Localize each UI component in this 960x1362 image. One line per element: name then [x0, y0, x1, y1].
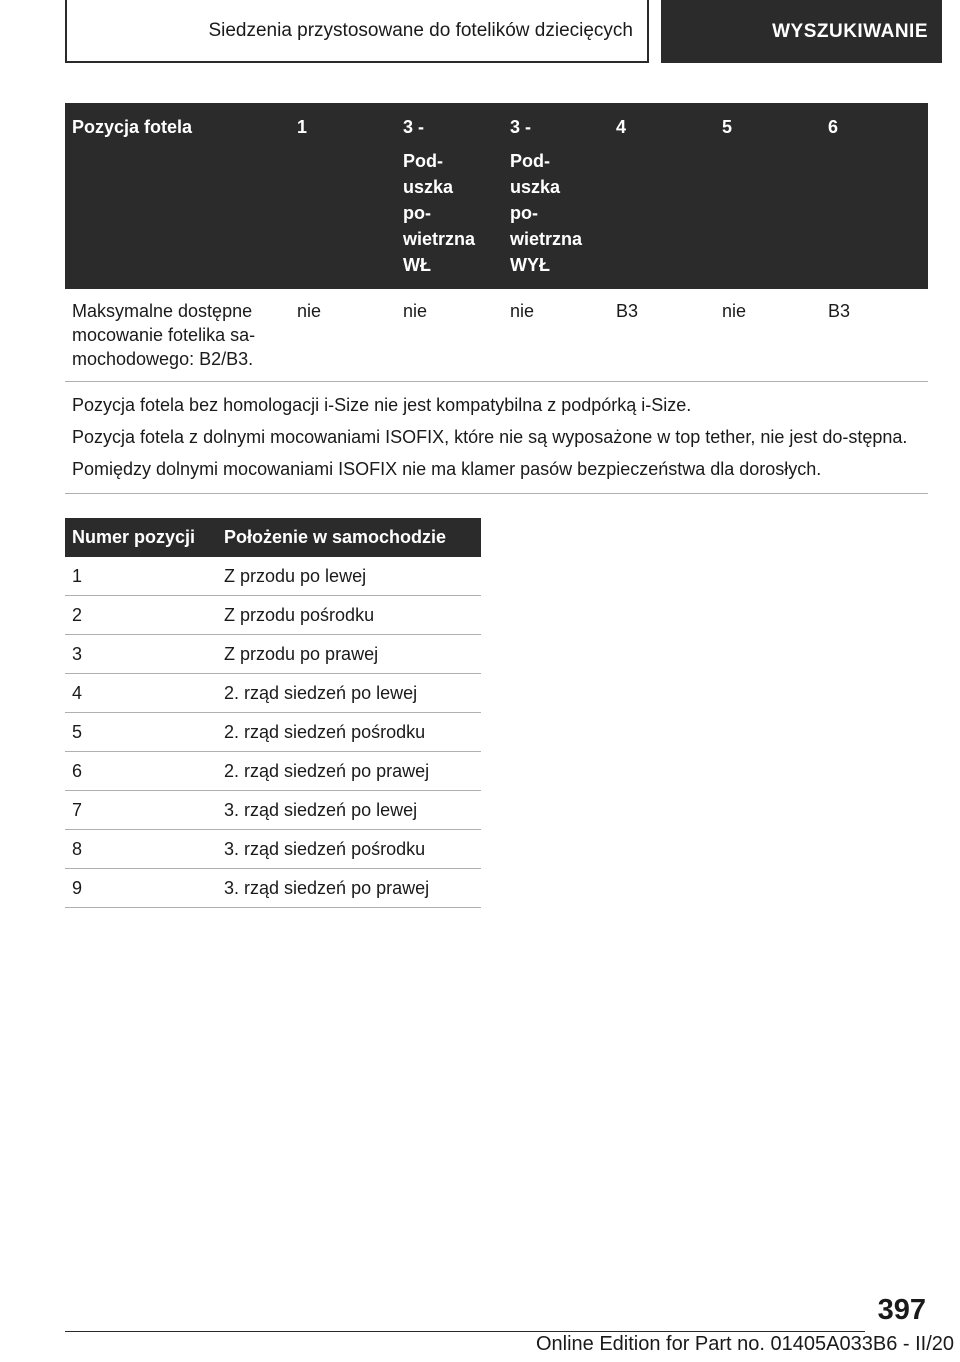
section-title	[65, 0, 649, 63]
table-row	[65, 869, 481, 908]
edition-text: Online Edition for Part no. 01405A033B6 - II/20	[532, 1333, 954, 1356]
table-cell: 1	[65, 557, 217, 596]
seat-table-header-sub: Pod- uszka po- wietrzna WŁ	[403, 151, 476, 275]
table-cell: 2. rząd siedzeń pośrodku	[217, 713, 481, 752]
page-number: 397	[877, 1294, 926, 1326]
table-cell: nie	[396, 289, 503, 382]
table-cell: nie	[290, 289, 396, 382]
table-row	[65, 713, 481, 752]
footer-divider	[65, 1331, 865, 1332]
seat-table-header: 4	[609, 103, 715, 289]
table-cell: nie	[715, 289, 821, 382]
table-cell: Z przodu po lewej	[217, 557, 481, 596]
seat-table-header: 3 - Pod- uszka po- wietrzna WŁ	[396, 103, 503, 289]
section-title-text: Siedzenia przystosowane do fotelików dziecięcych	[208, 19, 633, 41]
seat-table-header: 3 - Pod- uszka po- wietrzna WYŁ	[503, 103, 609, 289]
table-cell: 3. rząd siedzeń po prawej	[217, 869, 481, 908]
table-cell: B3	[821, 289, 928, 382]
seat-table-header: 5	[715, 103, 821, 289]
table-row	[65, 635, 481, 674]
seat-compatibility-table	[65, 103, 928, 494]
table-cell: 2. rząd siedzeń po lewej	[217, 674, 481, 713]
table-notes-row	[65, 382, 928, 494]
table-notes	[65, 382, 928, 494]
table-cell: Maksymalne dostępne mocowanie fotelika sa-mochodowego: B2/B3.	[65, 289, 290, 382]
table-row	[65, 289, 928, 382]
table-cell: 5	[65, 713, 217, 752]
table-cell: nie	[503, 289, 609, 382]
seat-table-header: 6	[821, 103, 928, 289]
table-cell: B3	[609, 289, 715, 382]
table-cell: 3. rząd siedzeń po lewej	[217, 791, 481, 830]
seat-table-header: 1	[290, 103, 396, 289]
table-cell: 3. rząd siedzeń pośrodku	[217, 830, 481, 869]
table-cell: 7	[65, 791, 217, 830]
table-note: Pozycja fotela z dolnymi mocowaniami ISOFIX, które nie są wyposażone w top tether, nie jest do-stępna.	[72, 427, 908, 447]
table-cell: Z przodu po prawej	[217, 635, 481, 674]
seat-table-header-row	[65, 103, 928, 289]
table-row	[65, 830, 481, 869]
table-row	[65, 791, 481, 830]
table-cell: 2. rząd siedzeń po prawej	[217, 752, 481, 791]
table-row	[65, 674, 481, 713]
table-cell: 9	[65, 869, 217, 908]
position-table-header-row	[65, 518, 481, 557]
table-cell: 6	[65, 752, 217, 791]
table-cell: 4	[65, 674, 217, 713]
table-row	[65, 557, 481, 596]
table-cell: Z przodu pośrodku	[217, 596, 481, 635]
seat-table-header: Pozycja fotela	[65, 103, 290, 289]
table-note: Pozycja fotela bez homologacji i-Size nie jest kompatybilna z podpórką i-Size.	[72, 395, 692, 415]
table-row	[65, 752, 481, 791]
table-cell: 2	[65, 596, 217, 635]
search-button-label: WYSZUKIWANIE	[772, 20, 928, 42]
position-table	[65, 518, 481, 908]
search-button[interactable]	[661, 0, 942, 63]
table-cell: 3	[65, 635, 217, 674]
position-table-header: Położenie w samochodzie	[217, 518, 481, 557]
position-table-header: Numer pozycji	[65, 518, 217, 557]
seat-table-header-sub: Pod- uszka po- wietrzna WYŁ	[510, 151, 583, 275]
table-row	[65, 596, 481, 635]
table-note: Pomiędzy dolnymi mocowaniami ISOFIX nie ma klamer pasów bezpieczeństwa dla dorosłych.	[72, 459, 822, 479]
table-cell: 8	[65, 830, 217, 869]
